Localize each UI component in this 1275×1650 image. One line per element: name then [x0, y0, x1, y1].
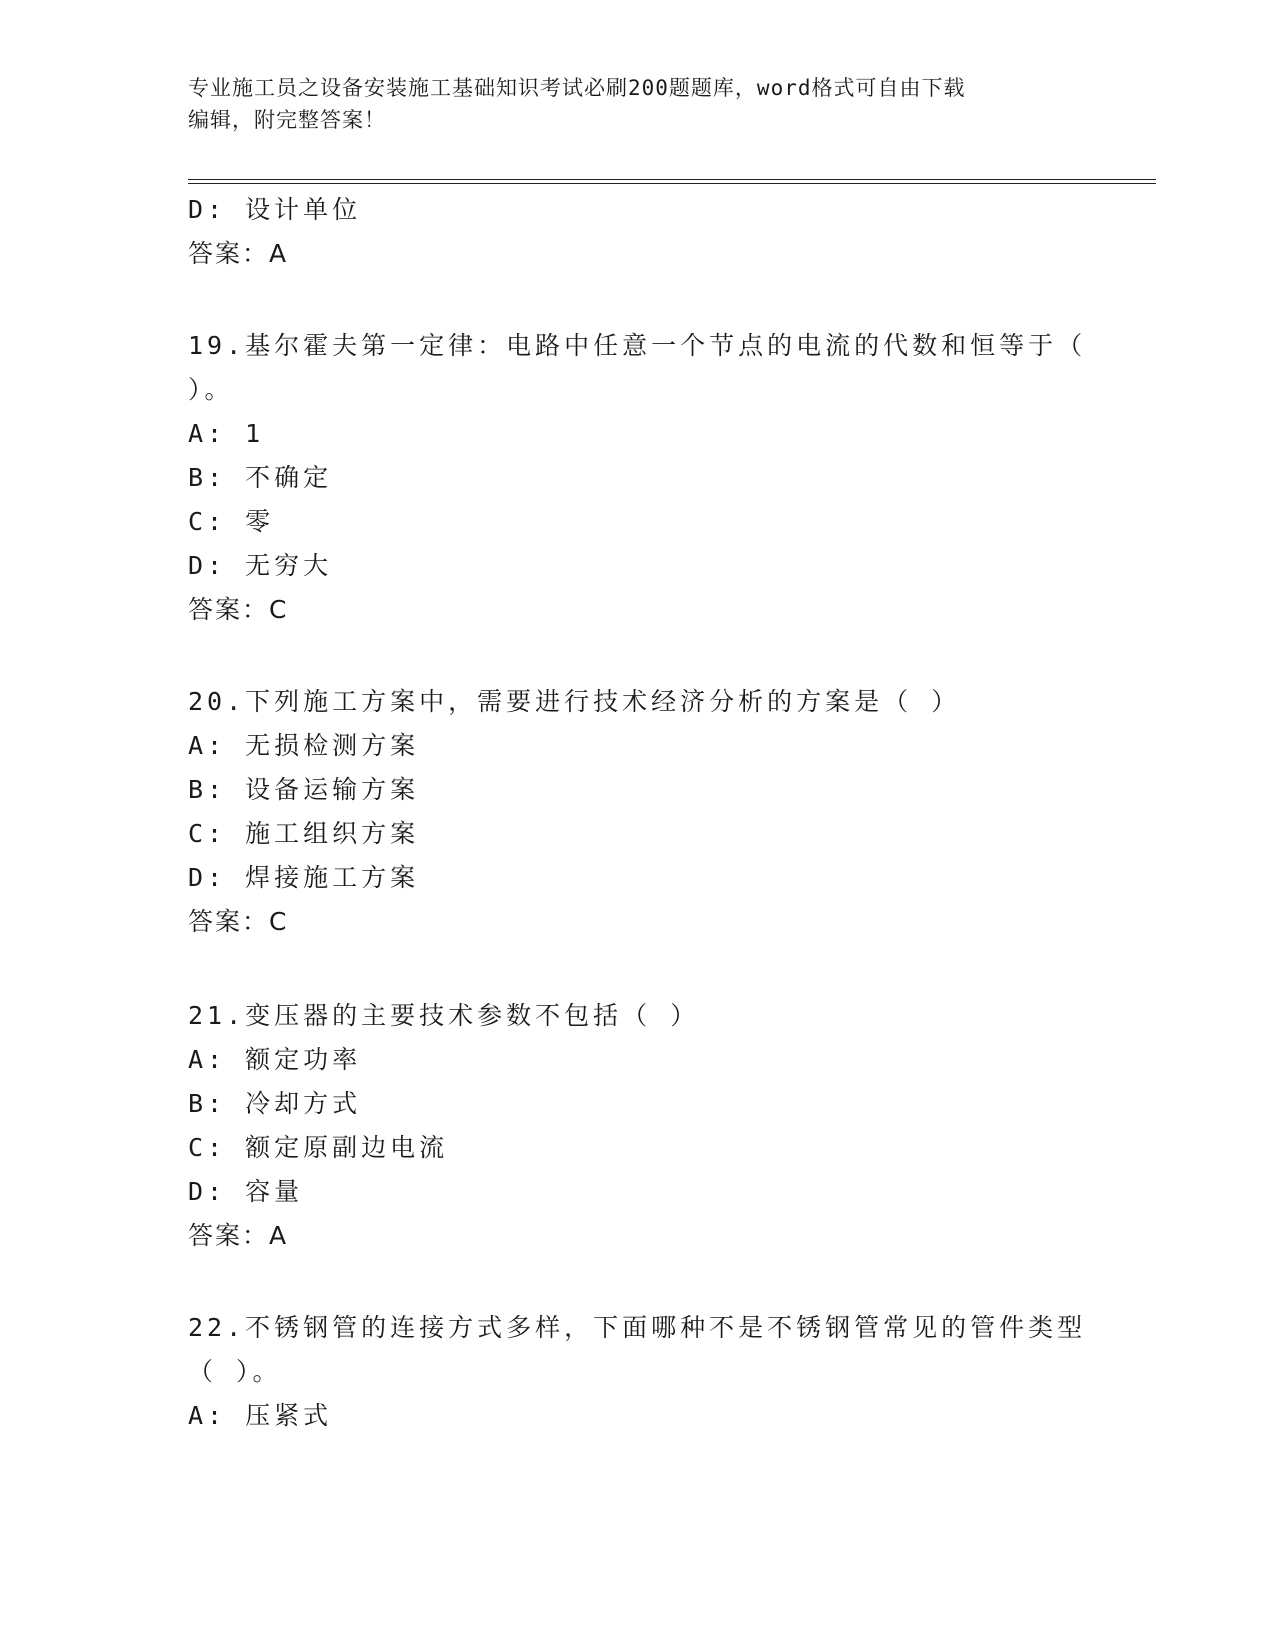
header-line-1: 专业施工员之设备安装施工基础知识考试必刷200题题库，word格式可自由下载 [188, 76, 966, 100]
answer-line: 答案：C [188, 595, 289, 624]
option-line: D: 容量 [188, 1177, 304, 1206]
header-line-2: 编辑，附完整答案！ [188, 108, 386, 132]
header-divider-top [188, 179, 1156, 180]
header-divider-bottom [188, 183, 1156, 184]
question-21-text: 21.变压器的主要技术参数不包括（ ） [188, 1001, 700, 1030]
option-line: A: 压紧式 [188, 1401, 333, 1430]
option-line: D: 焊接施工方案 [188, 863, 420, 892]
option-line: C: 额定原副边电流 [188, 1133, 449, 1162]
question-22-text: 22.不锈钢管的连接方式多样，下面哪种不是不锈钢管常见的管件类型 [188, 1313, 1087, 1342]
question-22-text-cont: （ ）。 [188, 1357, 282, 1386]
option-line: B: 冷却方式 [188, 1089, 362, 1118]
option-line: C: 施工组织方案 [188, 819, 420, 848]
option-line: A: 无损检测方案 [188, 731, 420, 760]
document-header [188, 72, 1068, 136]
option-line: A: 1 [188, 419, 265, 448]
option-line: A: 额定功率 [188, 1045, 362, 1074]
option-line: B: 设备运输方案 [188, 775, 420, 804]
answer-line: 答案：A [188, 239, 289, 268]
answer-line: 答案：A [188, 1221, 289, 1250]
answer-line: 答案：C [188, 907, 289, 936]
question-20-text: 20.下列施工方案中，需要进行技术经济分析的方案是（ ） [188, 687, 961, 716]
question-19-text-cont: ）。 [188, 375, 234, 404]
option-line: D: 无穷大 [188, 551, 333, 580]
option-line: D: 设计单位 [188, 195, 362, 224]
option-line: B: 不确定 [188, 463, 333, 492]
option-line: C: 零 [188, 507, 275, 536]
question-19-text: 19.基尔霍夫第一定律：电路中任意一个节点的电流的代数和恒等于（ [188, 331, 1087, 360]
